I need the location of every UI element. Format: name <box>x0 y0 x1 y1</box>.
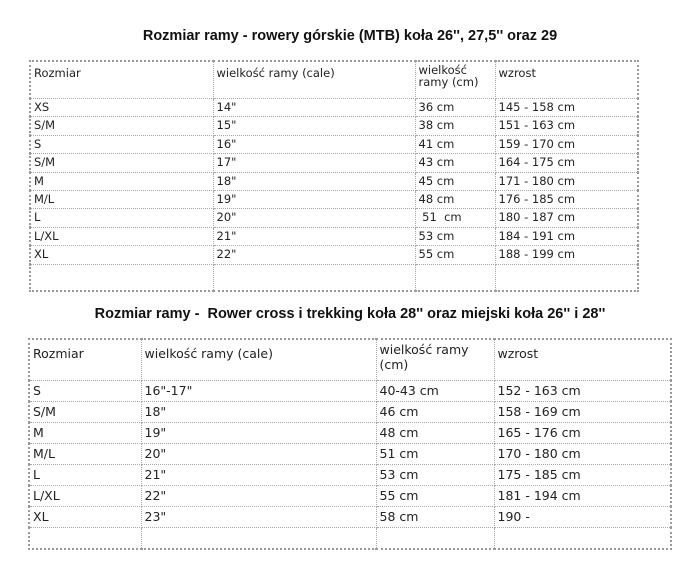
cell-size: S/M <box>30 154 213 172</box>
cell-size: L/XL <box>29 486 141 507</box>
column-header-frame-inches: wielkość ramy (cale) <box>213 61 415 99</box>
cell-height: 175 - 185 cm <box>494 465 671 486</box>
table-row <box>30 209 638 227</box>
cell-frame-inches: 20" <box>213 209 415 227</box>
table-header-row <box>30 61 638 99</box>
cell-frame-cm: 51 cm <box>376 444 494 465</box>
cell-frame-cm: 41 cm <box>415 135 495 153</box>
empty-cell <box>141 528 376 550</box>
table-row <box>29 486 671 507</box>
cell-height: 188 - 199 cm <box>495 246 638 264</box>
cell-frame-inches: 18" <box>141 402 376 423</box>
cell-frame-inches: 16" <box>213 135 415 153</box>
empty-cell <box>376 528 494 550</box>
cell-frame-inches: 21" <box>213 227 415 245</box>
table-row <box>30 135 638 153</box>
column-header-frame-cm: wielkość ramy (cm) <box>376 339 494 381</box>
cell-frame-inches: 19" <box>213 190 415 208</box>
cell-height: 159 - 170 cm <box>495 135 638 153</box>
cell-frame-inches: 17" <box>213 154 415 172</box>
cell-height: 181 - 194 cm <box>494 486 671 507</box>
cell-size: M <box>30 172 213 190</box>
cell-frame-inches: 16"-17" <box>141 381 376 402</box>
column-header-frame-cm: wielkość ramy (cm) <box>415 61 495 99</box>
table-row <box>30 190 638 208</box>
table-row-empty <box>29 528 671 550</box>
cell-size: M <box>29 423 141 444</box>
cell-frame-cm: 36 cm <box>415 99 495 117</box>
cell-frame-inches: 23" <box>141 507 376 528</box>
cell-frame-inches: 20" <box>141 444 376 465</box>
table-row <box>30 154 638 172</box>
table-row <box>30 227 638 245</box>
table-row <box>30 99 638 117</box>
cell-size: L/XL <box>30 227 213 245</box>
cross-trekking-size-table-title: Rozmiar ramy - Rower cross i trekking koła 28'' oraz miejski koła 26'' i 28'' <box>94 306 606 322</box>
column-header-height: wzrost <box>494 339 671 381</box>
cell-frame-cm: 55 cm <box>415 246 495 264</box>
cell-size: S/M <box>30 117 213 135</box>
cell-frame-inches: 19" <box>141 423 376 444</box>
table-row <box>30 172 638 190</box>
cell-height: 165 - 176 cm <box>494 423 671 444</box>
cell-size: XL <box>30 246 213 264</box>
table-row <box>29 465 671 486</box>
empty-cell <box>494 528 671 550</box>
cell-frame-inches: 14" <box>213 99 415 117</box>
cell-size: S/M <box>29 402 141 423</box>
cell-size: S <box>29 381 141 402</box>
empty-cell <box>29 528 141 550</box>
cell-frame-inches: 22" <box>141 486 376 507</box>
cell-height: 176 - 185 cm <box>495 190 638 208</box>
empty-cell <box>495 264 638 291</box>
cell-frame-cm: 43 cm <box>415 154 495 172</box>
cell-size: L <box>29 465 141 486</box>
cell-frame-cm: 40-43 cm <box>376 381 494 402</box>
cell-height: 152 - 163 cm <box>494 381 671 402</box>
cross-trekking-size-table <box>28 338 672 550</box>
table-row <box>29 507 671 528</box>
cell-frame-cm: 58 cm <box>376 507 494 528</box>
cell-frame-cm: 51 cm <box>415 209 495 227</box>
mtb-size-table <box>29 60 639 292</box>
empty-cell <box>30 264 213 291</box>
cell-frame-cm: 55 cm <box>376 486 494 507</box>
table-row <box>29 444 671 465</box>
cell-frame-cm: 48 cm <box>376 423 494 444</box>
cell-size: XL <box>29 507 141 528</box>
cell-size: M/L <box>29 444 141 465</box>
cell-height: 145 - 158 cm <box>495 99 638 117</box>
cell-height: 151 - 163 cm <box>495 117 638 135</box>
table-row <box>30 246 638 264</box>
column-header-size: Rozmiar <box>30 61 213 99</box>
table-header-row <box>29 339 671 381</box>
cell-height: 180 - 187 cm <box>495 209 638 227</box>
cell-frame-cm: 53 cm <box>415 227 495 245</box>
cell-height: 170 - 180 cm <box>494 444 671 465</box>
table-row-empty <box>30 264 638 291</box>
cell-frame-cm: 48 cm <box>415 190 495 208</box>
cell-frame-cm: 38 cm <box>415 117 495 135</box>
table-row <box>30 117 638 135</box>
column-header-height: wzrost <box>495 61 638 99</box>
cell-height: 158 - 169 cm <box>494 402 671 423</box>
table-row <box>29 381 671 402</box>
mtb-size-table-title: Rozmiar ramy - rowery górskie (MTB) koła 26'', 27,5'' oraz 29 <box>142 28 558 44</box>
cell-size: S <box>30 135 213 153</box>
table-row <box>29 402 671 423</box>
cell-frame-cm: 46 cm <box>376 402 494 423</box>
empty-cell <box>415 264 495 291</box>
table-row <box>29 423 671 444</box>
cell-size: L <box>30 209 213 227</box>
cell-frame-inches: 18" <box>213 172 415 190</box>
cell-size: XS <box>30 99 213 117</box>
cell-frame-inches: 21" <box>141 465 376 486</box>
column-header-frame-inches: wielkość ramy (cale) <box>141 339 376 381</box>
cell-frame-cm: 45 cm <box>415 172 495 190</box>
cell-height: 190 - <box>494 507 671 528</box>
cell-frame-cm: 53 cm <box>376 465 494 486</box>
column-header-size: Rozmiar <box>29 339 141 381</box>
empty-cell <box>213 264 415 291</box>
cell-height: 184 - 191 cm <box>495 227 638 245</box>
cell-size: M/L <box>30 190 213 208</box>
cell-height: 171 - 180 cm <box>495 172 638 190</box>
cell-frame-inches: 22" <box>213 246 415 264</box>
cell-height: 164 - 175 cm <box>495 154 638 172</box>
cell-frame-inches: 15" <box>213 117 415 135</box>
